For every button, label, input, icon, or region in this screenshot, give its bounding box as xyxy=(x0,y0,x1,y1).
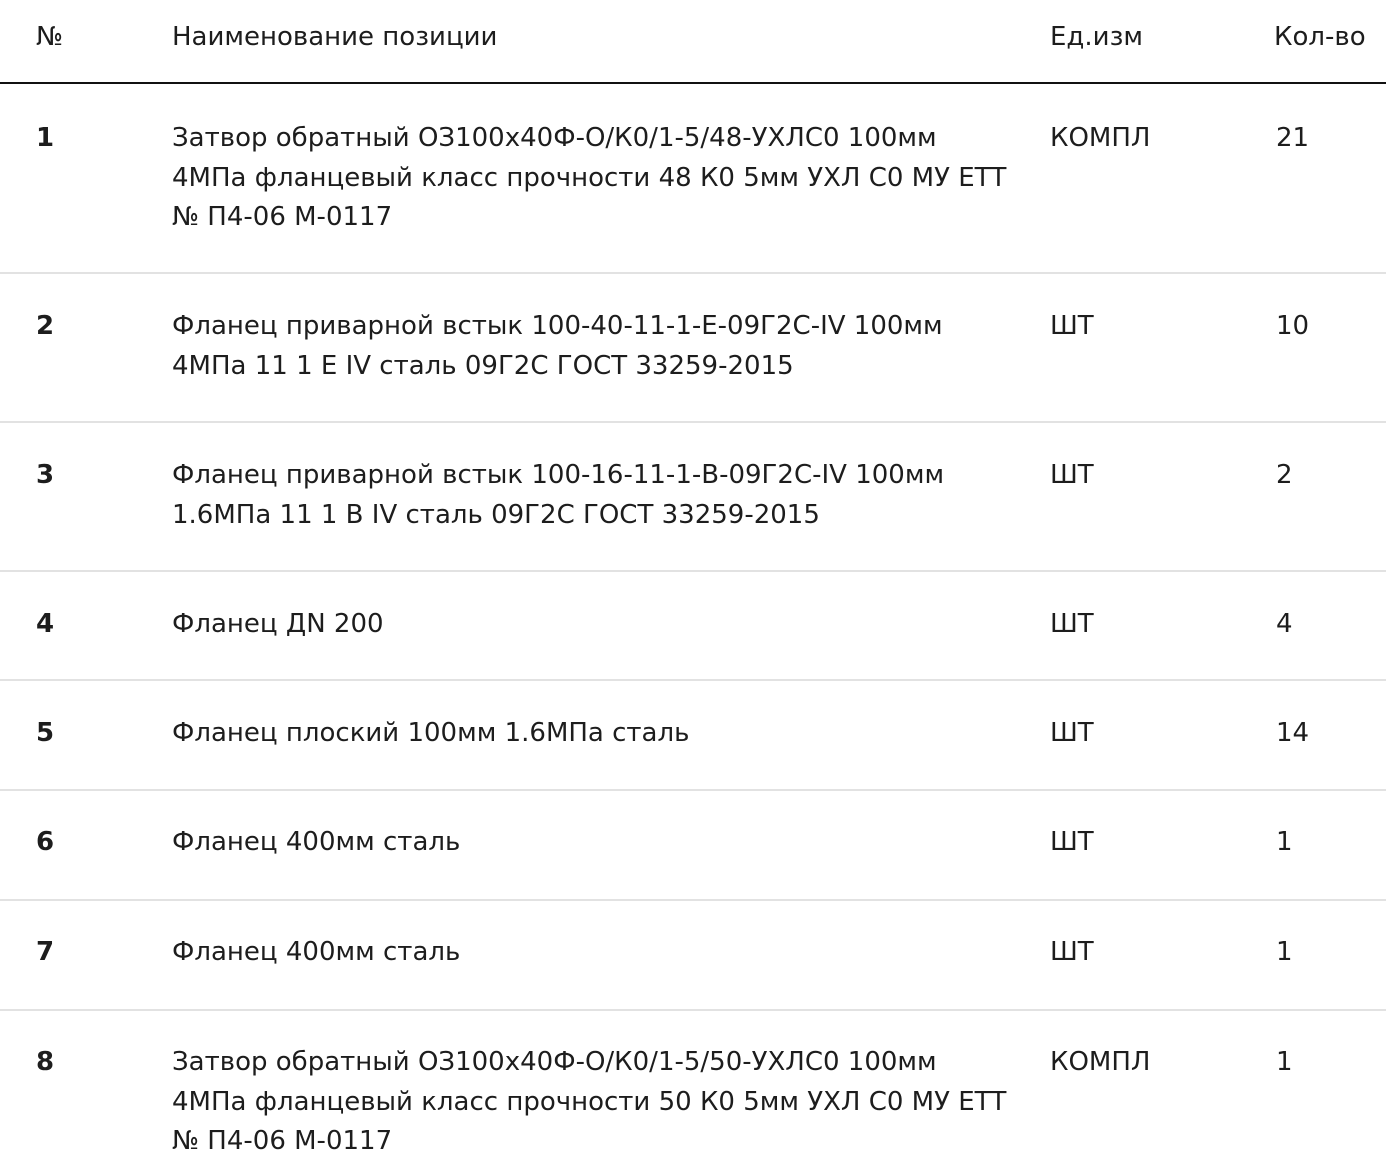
row-name: Фланец 400мм сталь xyxy=(172,827,461,857)
table-row xyxy=(0,572,1386,681)
row-number: 8 xyxy=(36,1047,55,1077)
row-name: Фланец плоский 100мм 1.6МПа сталь xyxy=(172,718,690,748)
row-quantity: 1 xyxy=(1276,827,1293,857)
row-unit: ШТ xyxy=(1050,718,1094,748)
row-number: 2 xyxy=(36,311,55,341)
row-quantity: 4 xyxy=(1276,609,1293,639)
row-number: 1 xyxy=(36,123,55,153)
row-name: Затвор обратный ОЗ100х40Ф-О/К0/1-5/50-УХЛС0 100мм 4МПа фланцевый класс прочности 50 К0 5мм УХЛ С0 МУ ЕТТ № П4-06 М-0117 xyxy=(172,1047,1007,1156)
row-quantity: 21 xyxy=(1276,123,1310,153)
header-number: № xyxy=(36,22,64,52)
row-name: Фланец 400мм сталь xyxy=(172,937,461,967)
row-name: Фланец приварной встык 100-40-11-1-Е-09Г2С-IV 100мм 4МПа 11 1 Е IV сталь 09Г2С ГОСТ 33259-2015 xyxy=(172,311,943,381)
row-unit: КОМПЛ xyxy=(1050,123,1151,153)
table-row xyxy=(0,901,1386,1011)
row-quantity: 2 xyxy=(1276,460,1293,490)
header-name: Наименование позиции xyxy=(172,22,498,52)
row-quantity: 1 xyxy=(1276,1047,1293,1077)
table-row xyxy=(0,1011,1386,1164)
row-number: 3 xyxy=(36,460,55,490)
table-row xyxy=(0,791,1386,901)
row-unit: ШТ xyxy=(1050,311,1094,341)
row-quantity: 14 xyxy=(1276,718,1310,748)
row-number: 5 xyxy=(36,718,55,748)
row-unit: ШТ xyxy=(1050,937,1094,967)
row-unit: ШТ xyxy=(1050,609,1094,639)
row-quantity: 10 xyxy=(1276,311,1310,341)
row-unit: ШТ xyxy=(1050,827,1094,857)
row-name: Фланец приварной встык 100-16-11-1-В-09Г2С-IV 100мм 1.6МПа 11 1 В IV сталь 09Г2С ГОСТ 33259-2015 xyxy=(172,460,945,530)
row-name: Затвор обратный ОЗ100х40Ф-О/К0/1-5/48-УХЛС0 100мм 4МПа фланцевый класс прочности 48 К0 5мм УХЛ С0 МУ ЕТТ № П4-06 М-0117 xyxy=(172,123,1007,232)
row-unit: ШТ xyxy=(1050,460,1094,490)
row-number: 7 xyxy=(36,937,55,967)
table-row xyxy=(0,84,1386,274)
table-row xyxy=(0,423,1386,572)
row-number: 4 xyxy=(36,609,55,639)
row-number: 6 xyxy=(36,827,55,857)
table-row xyxy=(0,681,1386,791)
header-quantity: Кол-во xyxy=(1274,22,1366,52)
row-quantity: 1 xyxy=(1276,937,1293,967)
row-name: Фланец ДN 200 xyxy=(172,609,384,639)
header-unit: Ед.изм xyxy=(1050,22,1144,52)
table-row xyxy=(0,274,1386,423)
row-unit: КОМПЛ xyxy=(1050,1047,1151,1077)
table-header xyxy=(0,0,1386,84)
